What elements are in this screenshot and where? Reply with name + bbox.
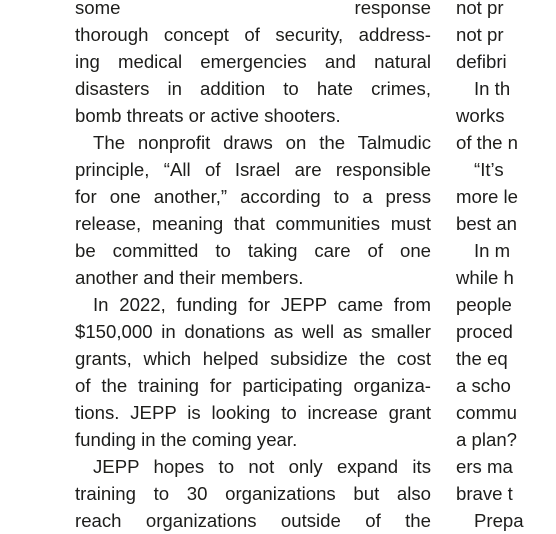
text-line: works — [456, 105, 505, 126]
text-line: best an — [456, 213, 517, 234]
text-line: not pr — [456, 24, 504, 45]
text-line: for one another,” according to a press — [75, 186, 431, 207]
text-line: a scho — [456, 375, 511, 396]
text-line: ing medical emergencies and natural — [75, 51, 431, 72]
text-line: tions. JEPP is looking to increase grant — [75, 402, 431, 423]
text-line: In 2022, funding for JEPP came from — [93, 294, 431, 315]
text-line: The nonprofit draws on the Talmudic — [93, 132, 431, 153]
text-line: funding in the coming year. — [75, 429, 298, 450]
text-line: defibri — [456, 51, 507, 72]
text-line: reach organizations outside of the — [75, 510, 431, 531]
text-line: people — [456, 294, 512, 315]
text-line: commu — [456, 402, 517, 423]
text-line: release, meaning that communities must — [75, 213, 431, 234]
text-line: disasters in addition to hate crimes, — [75, 78, 431, 99]
text-line: grants, which helped subsidize the cost — [75, 348, 431, 369]
text-line: principle, “All of Israel are responsible — [75, 159, 431, 180]
text-line: bomb threats or active shooters. — [75, 105, 341, 126]
text-line: JEPP hopes to not only expand its — [93, 456, 431, 477]
text-line: training to 30 organizations but also — [75, 483, 431, 504]
text-line: be committed to taking care of one — [75, 240, 431, 261]
text-line: some response — [75, 0, 431, 18]
text-line: a plan? — [456, 429, 518, 450]
article-column-left — [75, 0, 431, 534]
text-line: In th — [474, 78, 511, 99]
text-line: ers ma — [456, 456, 513, 477]
text-line: another and their members. — [75, 267, 304, 288]
text-line: $150,000 in donations as well as smaller — [75, 321, 431, 342]
text-line: more le — [456, 186, 519, 207]
text-line: of the training for participating organiza- — [75, 375, 431, 396]
text-line: thorough concept of security, address- — [75, 24, 431, 45]
text-line: of the n — [456, 132, 519, 153]
text-line: proced — [456, 321, 513, 342]
text-line: Prepa — [474, 510, 524, 531]
text-line: not pr — [456, 0, 504, 18]
article-column-right — [456, 0, 556, 534]
text-line: In m — [474, 240, 511, 261]
text-line: while h — [456, 267, 514, 288]
text-line: “It’s — [474, 159, 504, 180]
text-line: brave t — [456, 483, 513, 504]
text-line: the eq — [456, 348, 508, 369]
